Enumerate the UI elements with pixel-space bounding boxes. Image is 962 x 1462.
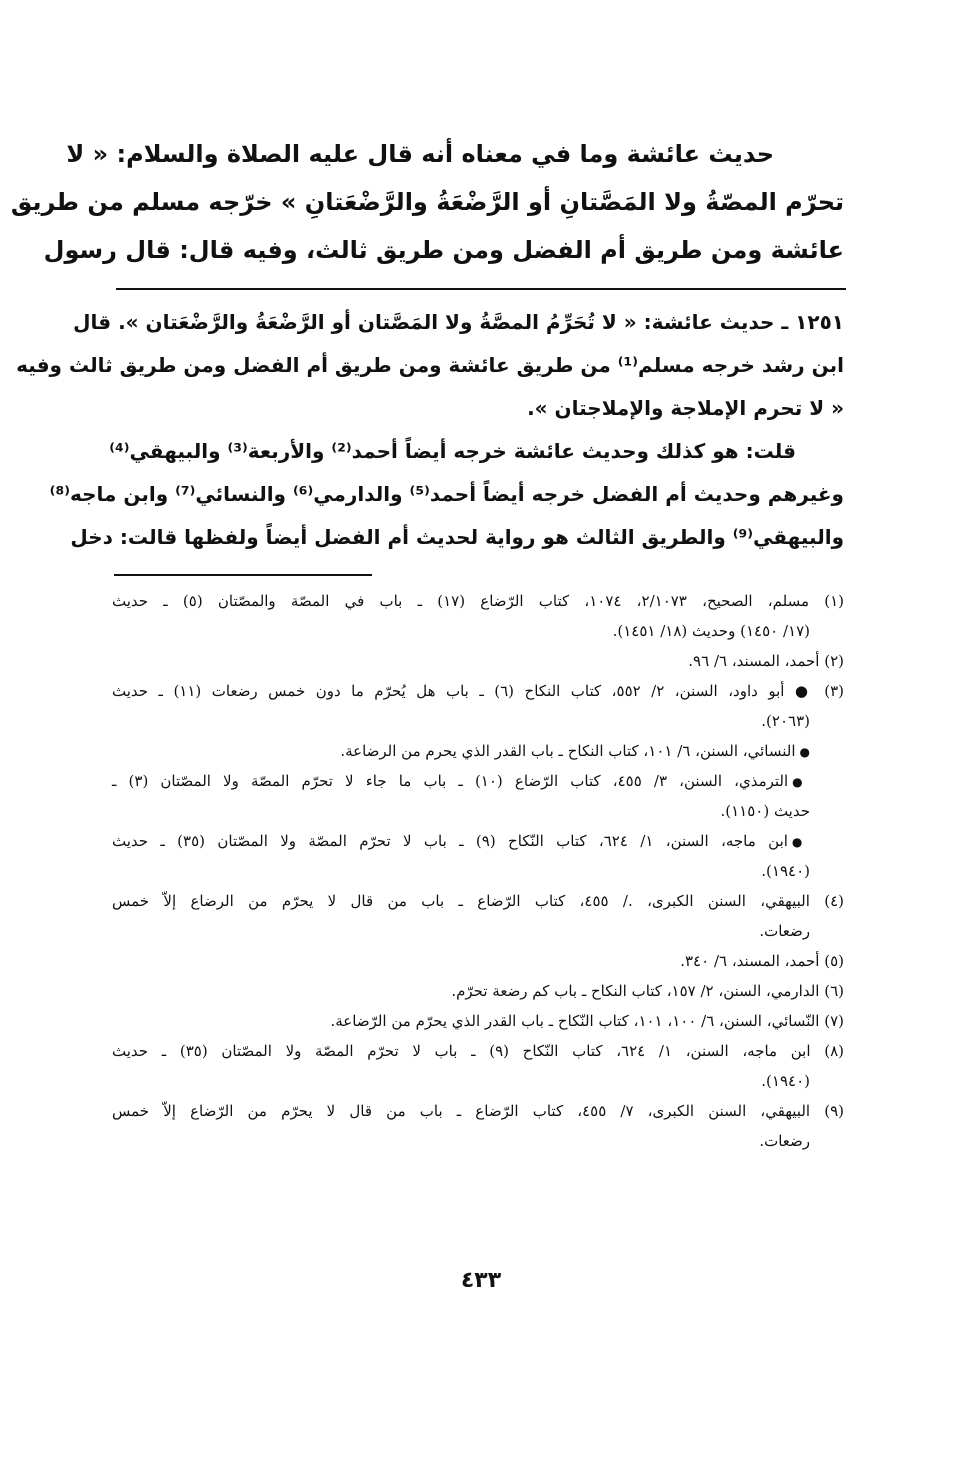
footnote-bullet-item xyxy=(112,736,844,766)
footnote-bullet-item xyxy=(112,826,844,856)
page-number: ٤٣٣ xyxy=(460,1268,502,1293)
footnote-line: (١٩٤٠). xyxy=(761,1072,810,1090)
footnote-line: (٣) ● أبو داود، السنن، ٢/ ٥٥٢، كتاب النكاح (٦) ـ باب هل يُحرّم ما دون خمس رضعات (١١) ـ حديث xyxy=(112,682,845,700)
footnote-line: (٦) الدارمي، السنن، ٢/ ١٥٧، كتاب النكاح ـ باب كم رضعة تحرّم. xyxy=(451,982,844,1000)
footnote-line: رضعات. xyxy=(759,1132,810,1150)
footnote-line: حديث (١١٥٠). xyxy=(720,802,810,820)
commentary-block xyxy=(16,301,844,559)
commentary-line: ١٢٥١ ـ حديث عائشة: « لا تُحَرِّمُ المصَّةُ ولا المَصَّتان أو الرَّضْعَةُ والرَّضْعَتان ». قال xyxy=(73,310,844,334)
main-text-line: حديث عائشة وما في معناه أنه قال عليه الصلاة والسلام: « لا xyxy=(66,140,774,168)
main-text-line: تحرّم المصّةُ ولا المَصَّتانِ أو الرَّضْعَةُ والرَّضْعَتانِ » خرّجه مسلم من طريق xyxy=(10,188,844,216)
bullet-icon: ● xyxy=(791,835,810,849)
footnote-line: الترمذي، السنن، ٣/ ٤٥٥، كتاب الرّضاع (١٠) ـ باب ما جاء لا تحرّم المصّة ولا المصّتان (٣) ـ xyxy=(112,772,789,790)
footnote-divider xyxy=(114,574,372,576)
main-text-line: عائشة ومن طريق أم الفضل ومن طريق ثالث، وفيه قال: قال رسول xyxy=(43,236,844,264)
footnote-line: (٢) أحمد، المسند، ٦/ ٩٦. xyxy=(688,652,844,670)
commentary-line: « لا تحرم الإملاجة والإملاجتان ». xyxy=(527,396,844,420)
footnote-line: (٧) النّسائي، السنن، ٦/ ١٠٠، ١٠١، كتاب النّكاح ـ باب القدر الذي يحرّم من الرّضاعة. xyxy=(330,1012,844,1030)
footnote-line: النسائي، السنن، ٦/ ١٠١، كتاب النكاح ـ باب القدر الذي يحرم من الرضاعة. xyxy=(340,742,796,760)
footnote-line: (١) مسلم، الصحيح، ٢/١٠٧٣، ١٠٧٤، كتاب الرّضاع (١٧) ـ باب في المصّة والمصّتان (٥) ـ حديث xyxy=(112,592,845,610)
commentary-line: قلت: هو كذلك وحديث عائشة خرجه أيضاً أحمد⁽²⁾ والأربعة⁽³⁾ والبيهقي⁽⁴⁾ xyxy=(109,439,796,463)
footnote-line: (٤) البيهقي، السنن الكبرى، ./ ٤٥٥، كتاب الرّضاع ـ باب من قال لا يحرّم من الرضاع إلاّ خمس xyxy=(112,892,844,910)
footnote-line: ابن ماجه، السنن، ١/ ٦٢٤، كتاب النّكاح (٩) ـ باب لا تحرّم المصّة ولا المصّتان (٣٥) ـ حديث xyxy=(112,832,788,850)
bullet-icon: ● xyxy=(799,745,810,759)
footnote-line: (٢٠٦٣). xyxy=(761,712,810,730)
commentary-line: والبيهقي⁽⁹⁾ والطريق الثالث هو رواية لحديث أم الفضل أيضاً ولفظها قالت: دخل xyxy=(70,525,844,549)
bullet-icon: ● xyxy=(792,775,810,789)
footnote-line: (١٧/ ١٤٥٠) وحديث (١٨/ ١٤٥١). xyxy=(612,622,810,640)
commentary-line: ابن رشد خرجه مسلم⁽¹⁾ من طريق عائشة ومن طريق أم الفضل ومن طريق ثالث وفيه xyxy=(16,353,844,377)
main-text-block xyxy=(10,130,844,274)
footnote-line: رضعات. xyxy=(759,922,810,940)
section-divider xyxy=(116,288,846,290)
footnote-line: (٩) البيهقي، السنن الكبرى، ٧/ ٤٥٥، كتاب الرّضاع ـ باب من قال لا يحرّم من الرّضاع إلاّ خمس xyxy=(112,1102,844,1120)
footnotes-block xyxy=(112,586,844,1156)
footnote-line: (٥) أحمد، المسند، ٦/ ٣٤٠. xyxy=(680,952,844,970)
footnote-line: (٨) ابن ماجه، السنن، ١/ ٦٢٤، كتاب النّكاح (٩) ـ باب لا تحرّم المصّة ولا المصّتان (٣٥) ـ حديث xyxy=(112,1042,844,1060)
commentary-line: وغيرهم وحديث أم الفضل خرجه أيضاً أحمد⁽⁵⁾ والدارمي⁽⁶⁾ والنسائي⁽⁷⁾ وابن ماجه⁽⁸⁾ xyxy=(49,482,844,506)
footnote-line: (١٩٤٠). xyxy=(761,862,810,880)
footnote-bullet-item xyxy=(112,766,844,796)
